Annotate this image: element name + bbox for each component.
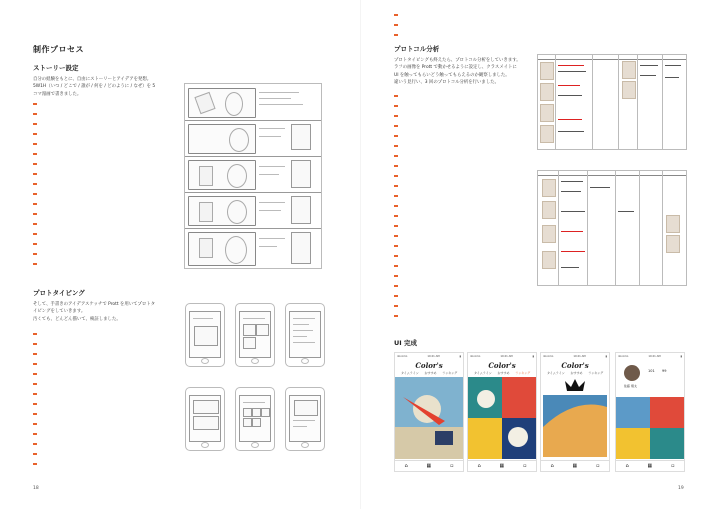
status-carrier: docomo [543, 355, 554, 358]
protocol-heading: プロトコル分析 [394, 45, 440, 53]
tab-ranking[interactable]: ランキング [515, 371, 531, 375]
accent-dashes [33, 103, 37, 273]
tab-recommend[interactable]: おすすめ [497, 371, 510, 375]
user-icon[interactable]: ▫ [596, 463, 600, 469]
status-carrier: docomo [397, 355, 408, 358]
artwork-image [395, 377, 463, 459]
phone-sketch [285, 303, 325, 367]
phone-sketch [235, 303, 275, 367]
user-icon[interactable]: ▫ [450, 463, 454, 469]
profile-stat: 99 [662, 369, 667, 373]
tab-recommend[interactable]: おすすめ [570, 371, 583, 375]
app-logo: Color's [488, 361, 516, 370]
profile-stat: 101 [648, 369, 655, 373]
app-logo: Color's [561, 361, 589, 370]
grid-icon[interactable]: ▦ [647, 463, 653, 469]
avatar [624, 365, 640, 381]
story-text: 自分の経験をもとに、自由にストーリーとアイデアを発想。 5W1H（いつ / どこで / 誰が / 何を / どのように / なぜ）を 5 コマ漫画で書きました。 [33, 77, 156, 97]
home-icon[interactable]: ⌂ [477, 463, 481, 469]
grid-icon[interactable]: ▦ [572, 463, 578, 469]
home-icon[interactable]: ⌂ [625, 463, 629, 469]
accent-dashes [394, 14, 398, 44]
status-time: 10:21 AM [648, 355, 661, 358]
status-time: 10:21 AM [427, 355, 440, 358]
profile-name: 佐藤 翔太 [624, 384, 637, 388]
storyboard-sketch [184, 83, 322, 269]
artwork-image [468, 377, 536, 459]
home-icon[interactable]: ⌂ [550, 463, 554, 469]
phone-sketch [235, 387, 275, 451]
ui-screen-profile: docomo 10:21 AM ▮ 101 99 佐藤 翔太 ⌂ ▦ ▫ [615, 352, 685, 472]
grid-icon[interactable]: ▦ [426, 463, 432, 469]
accent-dashes [394, 95, 398, 325]
prototyping-heading: プロトタイピング [33, 289, 85, 297]
protocol-table [537, 54, 687, 150]
phone-sketch [285, 387, 325, 451]
protocol-table [537, 170, 687, 286]
tab-ranking[interactable]: ランキング [588, 371, 604, 375]
status-carrier: docomo [470, 355, 481, 358]
tab-timeline[interactable]: タイムライン [546, 371, 565, 375]
status-carrier: docomo [618, 355, 629, 358]
protocol-text: プロトタイピングも終えたら、プロトコル分析をしていきます。 ラフの画像を Prott で動かせるように設定し、クラスメイトに UI を触ってもらいどう触ってもらえるのか観察しました。 違いう見行い、3 回のプロトコル分析を行いました。 [394, 58, 521, 86]
phone-sketch [185, 387, 225, 451]
story-heading: ストーリー設定 [33, 64, 79, 72]
ui-screen-crown: docomo 10:21 AM ▮ Color's タイムライン おすすめ ランキング ⌂ ▦ ▫ [540, 352, 610, 472]
ui-heading: UI 完成 [394, 339, 417, 347]
artwork-grid [616, 397, 684, 459]
ui-screen-timeline: docomo 10:21 AM ▮ Color's タイムライン おすすめ ランキング ⌂ ▦ ▫ [394, 352, 464, 472]
prototyping-text: そして、手書きのアイデアスケッチで Prott を用いてプロトタ イピングをしていきます。 汚くても、どんどん描いて、検証しました。 [33, 302, 156, 322]
page-number: 19 [678, 486, 684, 491]
tab-timeline[interactable]: タイムライン [473, 371, 492, 375]
tab-ranking[interactable]: ランキング [442, 371, 458, 375]
page-gutter [360, 0, 361, 509]
page-number: 18 [33, 486, 39, 491]
accent-dashes [33, 333, 37, 473]
user-icon[interactable]: ▫ [523, 463, 527, 469]
user-icon[interactable]: ▫ [671, 463, 675, 469]
grid-icon[interactable]: ▦ [499, 463, 505, 469]
ui-screen-ranking: docomo 10:21 AM ▮ Color's タイムライン おすすめ ランキング ⌂ ▦ ▫ [467, 352, 537, 472]
status-time: 10:21 AM [500, 355, 513, 358]
tab-recommend[interactable]: おすすめ [424, 371, 437, 375]
status-time: 10:21 AM [573, 355, 586, 358]
home-icon[interactable]: ⌂ [404, 463, 408, 469]
page-title: 制作プロセス [33, 45, 84, 54]
phone-sketch [185, 303, 225, 367]
tab-timeline[interactable]: タイムライン [400, 371, 419, 375]
app-logo: Color's [415, 361, 443, 370]
artwork-image [541, 377, 609, 459]
